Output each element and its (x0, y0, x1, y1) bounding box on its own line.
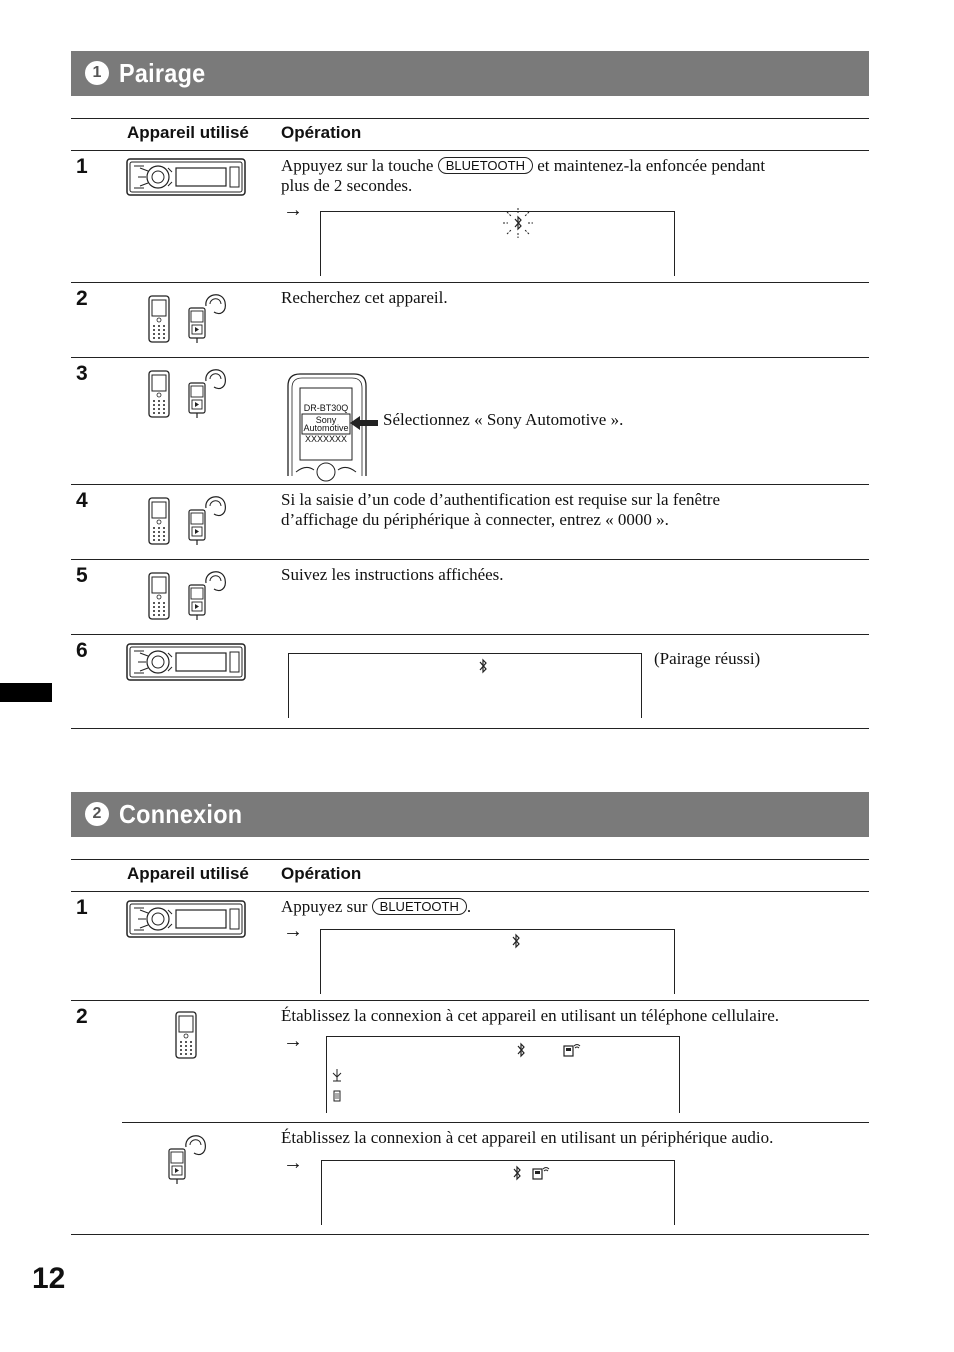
row-rule (71, 282, 869, 283)
step-instruction: Établissez la connexion à cet appareil en utilisant un téléphone cellulaire. (281, 1006, 779, 1025)
column-header-operation: Opération (281, 864, 362, 883)
table-top-rule (71, 118, 869, 119)
cellphone-icon (148, 572, 170, 620)
table-bottom-rule (71, 728, 869, 729)
step-number: 2 (76, 287, 88, 310)
step-note: (Pairage réussi) (654, 649, 761, 668)
cellphone-icon (148, 370, 170, 418)
phone-screen-other-device: XXXXXXX (304, 434, 348, 444)
header-rule (71, 891, 869, 892)
phone-connected-icon (563, 1041, 581, 1057)
step-instruction: Suivez les instructions affichées. (281, 565, 504, 584)
row-rule (71, 484, 869, 485)
step-number: 4 (76, 489, 88, 512)
bluetooth-icon (512, 1165, 522, 1181)
bluetooth-icon (511, 933, 521, 949)
header-rule (71, 150, 869, 151)
section-title: Connexion (119, 799, 243, 829)
bluetooth-blinking-icon (501, 208, 535, 238)
step-instruction: Si la saisie d’un code d’authentification est requise sur la fenêtre d’affichage du périphérique à connecter, entrez « 0000 ». (281, 490, 721, 529)
step-number: 5 (76, 564, 88, 587)
audio-player-icon (188, 367, 228, 419)
bluetooth-key: BLUETOOTH (438, 157, 533, 174)
bluetooth-icon (478, 658, 488, 674)
page-number: 12 (32, 1262, 66, 1295)
section-connexion-header (71, 792, 869, 837)
display-screen (326, 1036, 680, 1113)
section-title: Pairage (119, 58, 206, 88)
step-number: 6 (76, 639, 88, 662)
audio-player-icon (188, 292, 228, 344)
step-number: 1 (76, 155, 88, 178)
cellphone-icon (148, 497, 170, 545)
display-screen (320, 211, 675, 276)
row-rule (71, 634, 869, 635)
table-top-rule (71, 859, 869, 860)
column-header-device: Appareil utilisé (127, 864, 249, 883)
audio-player-icon (168, 1133, 208, 1185)
step-number: 1 (76, 896, 88, 919)
row-rule (122, 1122, 869, 1123)
audio-connected-icon (532, 1164, 550, 1180)
phone-screen-model: DR-BT30Q (303, 403, 349, 413)
arrow-icon: → (283, 920, 303, 942)
section-pairage-header (71, 51, 869, 96)
chapter-tab-marker (0, 683, 52, 702)
bluetooth-icon (516, 1042, 526, 1058)
head-unit-icon (126, 643, 246, 681)
step-instruction: Sélectionnez « Sony Automotive ». (383, 410, 624, 429)
audio-player-icon (188, 569, 228, 621)
step-instruction: Recherchez cet appareil. (281, 288, 448, 307)
step-instruction: Appuyez sur BLUETOOTH . (281, 897, 472, 916)
step-number: 3 (76, 362, 88, 385)
cellphone-icon (175, 1011, 197, 1059)
arrow-icon: → (283, 199, 303, 221)
display-screen (321, 1160, 675, 1225)
phone-screen-device-name-2: Automotive (303, 423, 349, 433)
signal-battery-icon (332, 1069, 342, 1105)
section-number-badge: 2 (85, 802, 109, 826)
arrow-icon: → (283, 1152, 303, 1174)
row-rule (71, 559, 869, 560)
column-header-operation: Opération (281, 123, 362, 142)
arrow-icon: → (283, 1030, 303, 1052)
row-rule (71, 357, 869, 358)
step-instruction: Établissez la connexion à cet appareil en utilisant un périphérique audio. (281, 1128, 774, 1147)
cellphone-icon (148, 295, 170, 343)
column-header-device: Appareil utilisé (127, 123, 249, 142)
section-number-badge: 1 (85, 61, 109, 85)
step-number: 2 (76, 1005, 88, 1028)
phone-screen-device-name-1: Sony (315, 415, 337, 425)
pointer-arrow-icon (350, 416, 378, 430)
row-rule (71, 1000, 869, 1001)
bluetooth-key: BLUETOOTH (372, 898, 467, 915)
head-unit-icon (126, 900, 246, 938)
display-screen (288, 653, 642, 718)
table-bottom-rule (71, 1234, 869, 1235)
head-unit-icon (126, 158, 246, 196)
step-instruction: Appuyez sur la touche BLUETOOTH et maintenez-la enfoncée pendant plus de 2 secondes. (281, 156, 766, 195)
display-screen (320, 929, 675, 994)
